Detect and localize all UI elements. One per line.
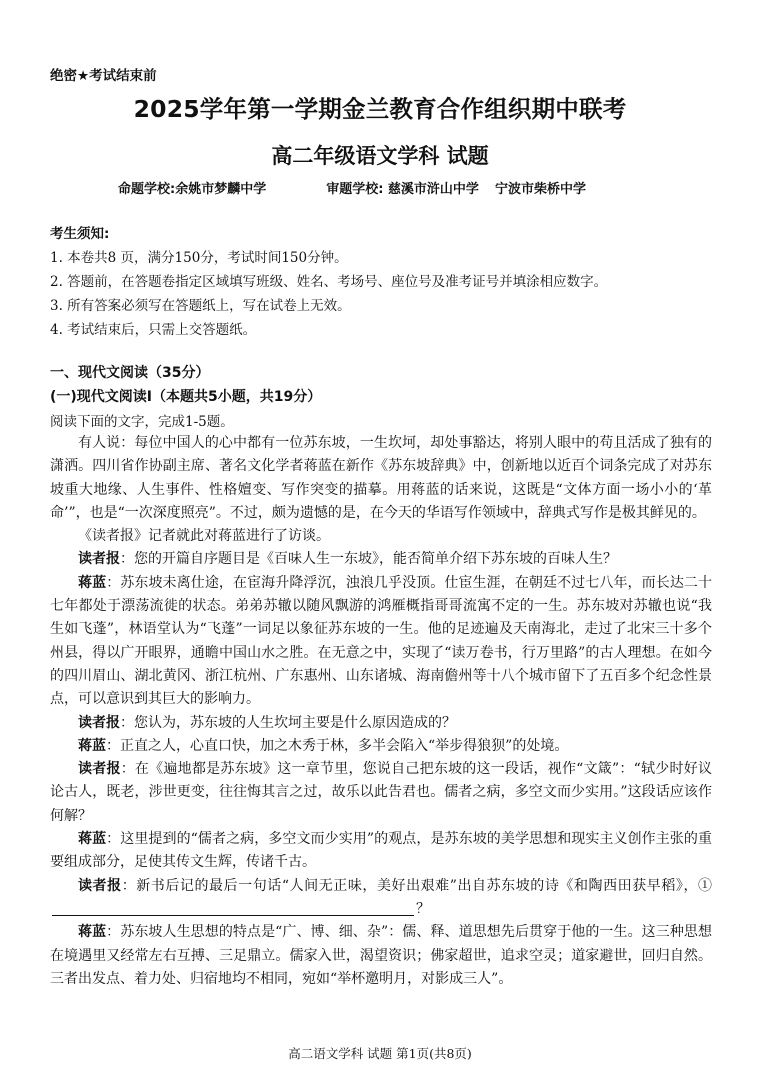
interview-answer [50,828,712,875]
paragraph: 有人说：每位中国人的心中都有一位苏东坡，一生坎坷，却处事豁达，将别人眼中的苟且活成了独有的潇洒。四川省作协副主席、著名文化学者蒋蓝在新作《苏东坡辞典》中，创新地以近百个词条完成了对苏东坡重大地缘、人生事件、性格嬗变、写作突变的描摹。用蒋蓝的话来说，这既是“文体方面一场小小的‘革命’”，也是“一次深度照亮”。不过，颇为遗憾的是，在今天的华语写作领域中，辞典式写作是极其鲜见的。 [50,435,712,521]
setter-school: 命题学校:余姚市梦麟中学 [118,182,267,197]
answer-text: ：苏东坡未离仕途，在宦海升降浮沉，浊浪几乎没顶。仕宦生涯，在朝廷不过七八年，而长达二十七年都处于漂荡流徙的状态。弟弟苏辙以随风飘游的鸿雁概指哥哥流寓不定的一生。苏东坡对苏辙也说“我生如飞蓬”，林语堂认为“飞蓬”一词足以象征苏东坡的一生。他的足迹遍及天南海北，走过了北宋三十多个州县，得以广开眼界，通瞻中国山水之胜。在无意之中，实现了“读万卷书，行万里路”的古人理想。在如今的四川眉山、湖北黄冈、浙江杭州、广东惠州、山东诸城、海南儋州等十八个城市留下了五百多个纪念性景点，可以意识到其巨大的影响力。 [50,574,713,708]
interview-question [50,758,712,828]
notice-item: 4. 考试结束后，只需上交答题纸。 [50,322,257,338]
interview-question [50,712,712,735]
interview-answer [50,572,712,712]
speaker-label: 读者报 [78,714,120,731]
speaker-label: 蒋蓝 [78,574,107,591]
interview-question [50,875,712,922]
speaker-label: 读者报 [78,761,121,778]
school-credits [118,178,586,197]
exam-subtitle: 高二年级语文学科 试题 [271,144,489,168]
notice-item: 2. 答题前，在答题卷指定区域填写班级、姓名、考场号、座位号及准考证号并填涂相应数字。 [50,274,608,290]
notice-heading: 考生须知: [50,226,110,242]
question-text: ：在《遍地都是苏东坡》这一章节里，您说自己把东坡的这一段话，视作“文箴”：“轼少时好议论古人，既老，涉世更变，往往悔其言之过，故乐以此告君也。儒者之病，多空文而少实用。”这段话应该作何解？ [50,761,712,824]
question-text: ：您的开篇自序题目是《百味人生一东坡》，能否简单介绍下苏东坡的百味人生？ [120,551,617,568]
reviewer-school-2: 宁波市柴桥中学 [494,182,586,197]
answer-text: ：这里提到的“儒者之病，多空文而少实用”的观点，是苏东坡的美学思想和现实主义创作主张的重要组成部分，足使其传文生辉，传诸千古。 [50,831,713,871]
reading-instruction: 阅读下面的文字，完成1-5题。 [50,414,234,430]
speaker-label: 蒋蓝 [78,924,107,941]
interview-answer [50,921,712,991]
speaker-label: 蒋蓝 [78,831,107,848]
notice-list [50,246,607,342]
notice-item: 3. 所有答案必须写在答题纸上，写在试卷上无效。 [50,298,351,314]
interview-answer [50,735,712,758]
reviewer-school: 审题学校: 慈溪市浒山中学 [326,182,479,197]
question-text: ：您认为，苏东坡的人生坎坷主要是什么原因造成的？ [120,714,456,731]
speaker-label: 蒋蓝 [78,737,106,754]
question-end: ？ [416,900,430,917]
answer-text: ：正直之人，心直口快，加之木秀于林，多半会陷入“举步得狼狈”的处境。 [106,737,569,754]
speaker-label: 读者报 [78,877,122,894]
page-footer: 高二语文学科 试题 第1页(共8页) [288,1046,472,1061]
reading-passage [50,432,712,991]
speaker-label: 读者报 [78,551,120,568]
subsection-heading: (一)现代文阅读Ⅰ（本题共5小题，共19分） [50,389,322,405]
paragraph: 《读者报》记者就此对蒋蓝进行了访谈。 [78,528,330,545]
interview-question [50,548,712,571]
exam-title: 2025学年第一学期金兰教育合作组织期中联考 [133,95,627,123]
answer-blank [52,899,414,916]
section-heading: 一、现代文阅读（35分） [50,365,210,381]
confidential-label: 绝密★考试结束前 [50,68,157,84]
answer-text: ：苏东坡人生思想的特点是“广、博、细、杂”：儒、释、道思想先后贯穿于他的一生。这三种思想在境遇里又经常左右互搏、三足鼎立。儒家入世，渴望资识；佛家超世，追求空灵；道家避世，回归自然。三者出发点、着力处、归宿地均不相同，宛如“举杯邀明月，对影成三人”。 [50,924,713,987]
question-text: ：新书后记的最后一句话“人间无正味，美好出艰难”出自苏东坡的诗《和陶西田获早稻》，① [121,877,713,894]
notice-item: 1. 本卷共8 页，满分150分，考试时间150分钟。 [50,250,348,266]
